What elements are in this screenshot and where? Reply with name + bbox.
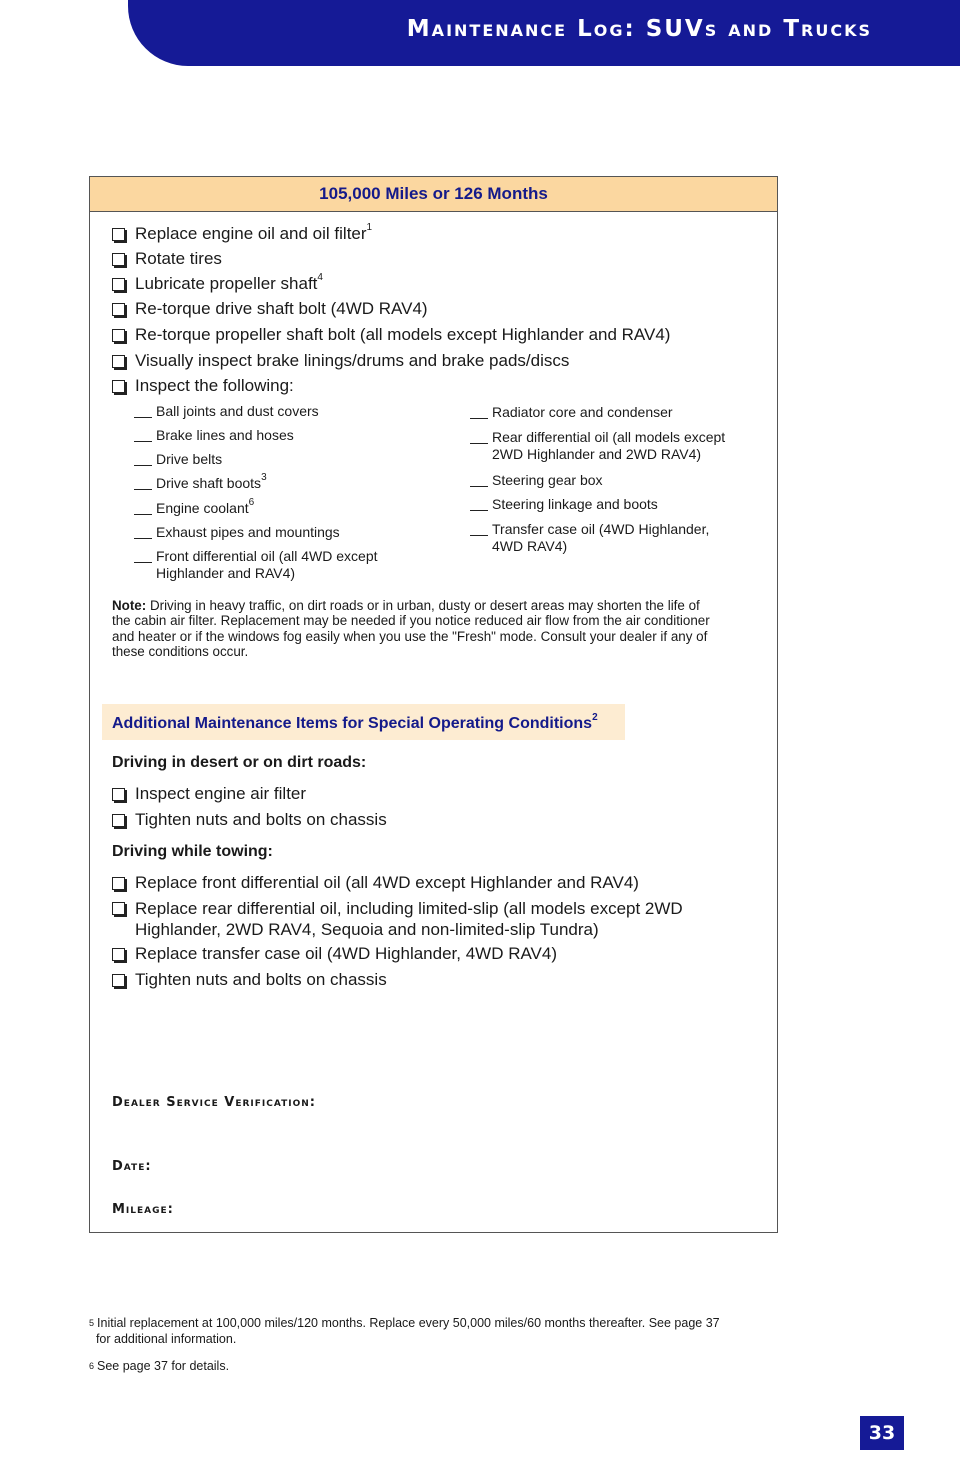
- blank-line[interactable]: [134, 548, 152, 563]
- checklist-item-label: Tighten nuts and bolts on chassis: [135, 970, 387, 989]
- checklist-item-label: Lubricate propeller shaft$^4$: [135, 272, 323, 293]
- checklist-item[interactable]: [112, 784, 306, 804]
- blank-line[interactable]: [134, 524, 152, 539]
- checklist-item-label: Re-torque drive shaft bolt (4WD RAV4): [135, 299, 428, 318]
- checklist-item-label: Replace engine oil and oil filter$^1$: [135, 222, 373, 243]
- inspect-item[interactable]: Front differential oil (all 4WD except Highlander and RAV4): [134, 548, 378, 582]
- additional-maintenance-header: Additional Maintenance Items for Special Operating Conditions$^2$: [102, 704, 625, 740]
- inspect-item[interactable]: Steering gear box: [470, 472, 603, 489]
- inspect-item[interactable]: Exhaust pipes and mountings: [134, 524, 340, 541]
- blank-line[interactable]: [470, 496, 488, 511]
- checklist-item-label: Replace transfer case oil (4WD Highlander, 4WD RAV4): [135, 944, 558, 963]
- checklist-item[interactable]: [112, 224, 372, 244]
- checklist-item[interactable]: [112, 351, 569, 371]
- inspect-item[interactable]: Steering linkage and boots: [470, 496, 658, 513]
- page-number: 33: [860, 1416, 904, 1450]
- header-banner: [128, 0, 960, 66]
- checkbox-icon[interactable]: [112, 948, 125, 961]
- checkbox-icon[interactable]: [112, 278, 125, 291]
- blank-line[interactable]: [470, 521, 488, 536]
- checklist-item-label: Rotate tires: [135, 249, 222, 268]
- blank-line[interactable]: [470, 429, 488, 444]
- checklist-item[interactable]: [112, 873, 639, 893]
- checkbox-icon[interactable]: [112, 788, 125, 801]
- note-paragraph: Note: Driving in heavy traffic, on dirt roads or in urban, dusty or desert areas may shorten the life of the cabin air filter. Replacement may be needed if you notice reduced air flow from the air conditioner and heater or if the windows fog easily when you use the "Fresh" mode. Consult your dealer if any of these conditions occur.: [112, 598, 710, 659]
- checkbox-icon[interactable]: [112, 253, 125, 266]
- checkbox-icon[interactable]: [112, 303, 125, 316]
- towing-heading: Driving while towing:: [112, 843, 273, 860]
- checkbox-icon[interactable]: [112, 902, 125, 915]
- desert-heading: Driving in desert or on dirt roads:: [112, 754, 367, 771]
- inspect-item[interactable]: Drive shaft boots$^3$: [134, 475, 267, 492]
- checkbox-icon[interactable]: [112, 355, 125, 368]
- mileage-label: Mileage:: [112, 1202, 174, 1217]
- checklist-item-label: Inspect the following:: [135, 376, 294, 395]
- inspect-item[interactable]: Engine coolant$^6$: [134, 500, 254, 517]
- checklist-item[interactable]: [112, 325, 670, 345]
- checklist-item[interactable]: [112, 970, 387, 990]
- blank-line[interactable]: [470, 404, 488, 419]
- blank-line[interactable]: [134, 403, 152, 418]
- inspect-item[interactable]: Drive belts: [134, 451, 222, 468]
- checklist-item[interactable]: [112, 898, 683, 940]
- checklist-item-label: Re-torque propeller shaft bolt (all models except Highlander and RAV4): [135, 325, 671, 344]
- inspect-item[interactable]: Transfer case oil (4WD Highlander, 4WD RAV4): [470, 521, 709, 555]
- checklist-item[interactable]: [112, 944, 557, 964]
- page-title: Maintenance Log: SUVs and Trucks: [406, 16, 872, 42]
- date-label: Date:: [112, 1159, 152, 1174]
- checkbox-icon[interactable]: [112, 877, 125, 890]
- checklist-item[interactable]: [112, 274, 323, 294]
- section-body: [90, 177, 777, 1232]
- footnote-5: $^5$ Initial replacement at 100,000 miles/120 months. Replace every 50,000 miles/60 months thereafter. See page 37 for additional information.: [89, 1316, 720, 1346]
- checklist-item-label: Replace front differential oil (all 4WD except Highlander and RAV4): [135, 873, 639, 892]
- checklist-item-label: Replace rear differential oil, including limited-slip (all models except 2WD Highlander, 2WD RAV4, Sequoia and non-limited-slip Tundra): [135, 899, 683, 939]
- checkbox-icon[interactable]: [112, 814, 125, 827]
- checklist-item[interactable]: [112, 376, 294, 396]
- blank-line[interactable]: [134, 500, 152, 515]
- checkbox-icon[interactable]: [112, 380, 125, 393]
- checklist-item-label: Visually inspect brake linings/drums and brake pads/discs: [135, 351, 570, 370]
- inspect-item[interactable]: Rear differential oil (all models except 2WD Highlander and 2WD RAV4): [470, 429, 725, 463]
- blank-line[interactable]: [134, 475, 152, 490]
- inspect-item[interactable]: Brake lines and hoses: [134, 427, 294, 444]
- checklist-item[interactable]: [112, 299, 428, 319]
- dealer-verification-label: Dealer Service Verification:: [112, 1095, 317, 1110]
- blank-line[interactable]: [134, 427, 152, 442]
- blank-line[interactable]: [134, 451, 152, 466]
- blank-line[interactable]: [470, 472, 488, 487]
- checkbox-icon[interactable]: [112, 228, 125, 241]
- inspect-item[interactable]: Ball joints and dust covers: [134, 403, 319, 420]
- footnote-6: $^6$ See page 37 for details.: [89, 1359, 230, 1373]
- inspect-item[interactable]: Radiator core and condenser: [470, 404, 673, 421]
- checkbox-icon[interactable]: [112, 974, 125, 987]
- checklist-item[interactable]: [112, 810, 387, 830]
- maintenance-box: [89, 176, 778, 1233]
- checkbox-icon[interactable]: [112, 329, 125, 342]
- checklist-item[interactable]: [112, 249, 222, 269]
- checklist-item-label: Tighten nuts and bolts on chassis: [135, 810, 387, 829]
- section-title: 105,000 Miles or 126 Months: [90, 177, 777, 212]
- checklist-item-label: Inspect engine air filter: [135, 784, 307, 803]
